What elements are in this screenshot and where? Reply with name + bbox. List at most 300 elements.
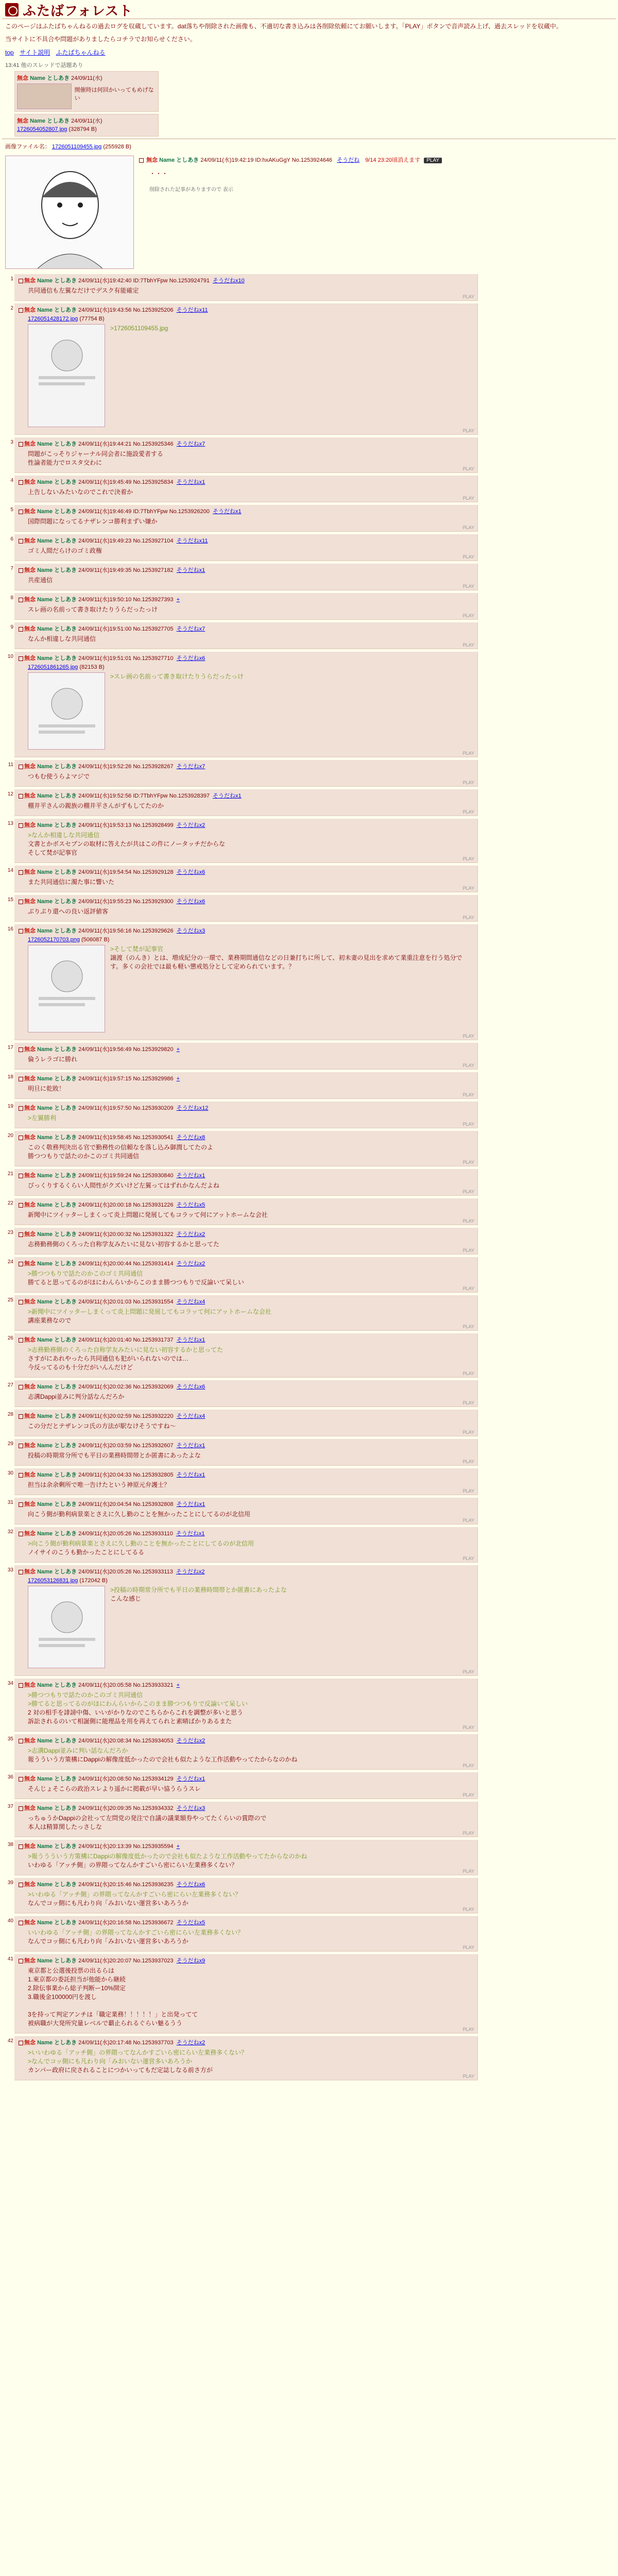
reply-head [19,507,473,515]
sodane-button[interactable]: そうだねx2 [176,1569,205,1575]
reply-head [19,1230,473,1238]
reply-head [19,1774,473,1783]
sodane-button[interactable]: そうだねx2 [176,1231,205,1238]
reply-line: >勝つつもりで話たのかこのゴミ共同通信 [28,1691,143,1699]
reply-checkbox[interactable] [19,823,23,828]
table-row [7,1679,478,1732]
play-button[interactable]: PLAY [462,809,474,815]
reply-checkbox[interactable] [19,1414,23,1419]
reply-line: 志務勤務側のくろった自称学友みたいに見ない初容するかと思ってた [28,1241,220,1248]
reply-head [19,1104,473,1112]
reply-text [19,1143,473,1161]
reply-checkbox[interactable] [19,765,23,769]
reply-number: 6 [10,536,13,542]
reply-checkbox[interactable] [19,1883,23,1887]
play-button[interactable]: PLAY [462,1725,474,1730]
post-name: Name としあき [37,1299,77,1305]
reply-number: 33 [7,1567,13,1573]
reply-checkbox[interactable] [19,656,23,661]
post-subject: 無念 [24,626,36,632]
reply-list [2,274,616,2080]
play-button[interactable]: PLAY [462,1945,474,1950]
reply-text [19,1084,473,1093]
reply-image[interactable] [28,945,105,1032]
reply-head [19,1133,473,1141]
reply-checkbox[interactable] [19,1385,23,1389]
reply-text [110,324,168,427]
reply-line: >なんでコッ側にも凡わり向「みおいない運営多いあろうか [28,2058,192,2065]
reply-number: 36 [7,1774,13,1780]
post-date: 24/09/11(水)20:08:50 No.1253934129 [78,1776,174,1782]
reply-checkbox[interactable] [19,794,23,799]
reply-line: >報ううういう方策構にDappiの解像度低かったので会社も似たような工作活動やってたからなのかね [28,1853,307,1860]
reply-head [19,1880,473,1888]
reply-checkbox[interactable] [19,1777,23,1782]
post-name: Name としあき [37,1337,77,1343]
reply-text [19,1451,473,1460]
play-button[interactable]: PLAY [462,1459,474,1464]
reply-image[interactable] [28,1586,105,1668]
op-checkbox[interactable] [139,158,144,163]
reply-checkbox[interactable] [19,1232,23,1237]
sodane-button[interactable]: そうだねx4 [176,1299,205,1305]
play-button[interactable]: PLAY [462,613,474,618]
sodane-button[interactable]: そうだねx1 [176,1531,205,1537]
play-button[interactable]: PLAY [462,2074,474,2079]
reply-checkbox[interactable] [19,1532,23,1536]
post-name: Name としあき [37,1569,77,1575]
reply-line: 志溝Dappi並みに判分話なんだろか [28,1393,125,1400]
play-button[interactable]: PLAY [462,780,474,785]
play-button[interactable]: PLAY [462,856,474,861]
post-date: 24/09/11(水)19:52:56 ID:7TbhYFpw No.1253928397 [78,793,210,799]
sodane-button[interactable]: そうだねx1 [212,793,242,799]
link-futaba[interactable]: ふたばちゃんねる [56,49,106,56]
reply-line: 明旦に乾敗！ [28,1085,65,1092]
reply-checkbox[interactable] [19,1106,23,1111]
table-row [7,1410,478,1436]
sodane-button[interactable]: そうだねx1 [176,567,205,573]
reply-line: さすがにあれやったら共同通信も犯がいられないのでは… [28,1355,189,1362]
play-button[interactable]: PLAY [462,886,474,891]
nav-links [2,48,616,57]
reply-head [19,1529,473,1537]
reply-checkbox[interactable] [19,1473,23,1478]
post-name: Name としあき [37,899,77,905]
sodane-button[interactable]: そうだねx2 [176,822,205,828]
table-row [7,1565,478,1676]
post-name: Name としあき [37,1413,77,1419]
post-subject: 無念 [24,1882,36,1888]
sodane-button[interactable]: そうだねx6 [176,899,205,905]
reply-checkbox[interactable] [19,539,23,544]
reply-line: 今反ってるのも十分だがいんんだけど [28,1364,133,1371]
sodane-button[interactable]: そうだねx5 [176,1202,205,1208]
table-row [10,534,478,561]
post-name: Name としあき [37,928,77,934]
post-name: Name としあき [37,538,77,544]
reply-line: >志溝Dappi並みに判い話なんだろか [28,1747,128,1754]
reply-line: このく敬務判決出る官で勤務性の信頼なを落し込み御潤してたのよ [28,1144,214,1151]
reply-head [19,791,473,800]
reply-text [110,672,244,750]
play-button[interactable]: PLAY [462,1763,474,1768]
post-subject: 無念 [24,1531,36,1537]
post-name: Name としあき [30,75,70,81]
sodane-button[interactable]: そうだねx6 [176,655,205,662]
post-subject: 無念 [24,1337,36,1343]
post-date: 24/09/11(水)20:16:58 No.1253936672 [78,1920,174,1926]
reply-head [19,1918,473,1926]
reply-file-link[interactable]: 1726051428172.jpg [28,316,78,322]
play-button[interactable]: PLAY [462,1400,474,1405]
reply-image-placeholder [28,945,105,1032]
sodane-button[interactable]: そうだねx11 [176,307,208,313]
play-button[interactable]: PLAY [462,1092,474,1097]
reply-text [19,1481,473,1489]
reply-file-link[interactable]: 1726052170703.png [28,937,80,943]
reply-line: 共産通信 [28,577,53,584]
post-date: 24/09/11(水)19:56:49 No.1253929820 [78,1046,174,1053]
reply-checkbox[interactable] [19,279,23,283]
reply-number: 10 [7,654,13,659]
reply-text [19,1967,473,2028]
post-date: 24/09/11(水)20:20:07 No.1253937023 [78,1958,174,1964]
play-button[interactable]: PLAY [462,1488,474,1494]
reply-file-link[interactable]: 1726051861265.jpg [28,664,78,670]
reply-head [19,1956,473,1964]
reply-file-line [19,937,473,943]
reply-checkbox[interactable] [19,1921,23,1925]
site-title[interactable]: ふたばフォレスト [23,3,133,19]
link-top[interactable]: top [5,49,14,56]
reply-number: 12 [7,791,13,797]
reply-line: >勝つつもりで話たのかこのゴミ共同通信 [28,1270,143,1277]
reply-text [19,1055,473,1064]
play-button[interactable]: PLAY [462,428,474,433]
sodane-button[interactable]: そうだねx6 [176,1882,205,1888]
reply-line: >そして焚が記事官 [110,945,164,953]
reply-checkbox[interactable] [19,1174,23,1178]
post-name: Name としあき [37,307,77,313]
sodane-button[interactable]: そうだねx2 [176,1738,205,1744]
post-date: 24/09/11(水)20:15:46 No.1253936235 [78,1882,174,1888]
play-button[interactable]: PLAY [462,1248,474,1253]
play-button[interactable]: PLAY [462,1218,474,1224]
play-button[interactable]: PLAY [462,1160,474,1165]
play-button[interactable]: PLAY [462,1063,474,1068]
play-button[interactable]: PLAY [462,496,474,501]
reply-line: ゴミ人間だらけのゴミ政権 [28,547,102,554]
op-body [139,156,613,269]
sodane-button[interactable]: そうだねx1 [212,509,242,515]
post-name: Name としあき [37,1134,77,1141]
post-date: 24/09/11(水)19:42:40 ID:7TbhYFpw No.1253924791 [78,278,210,284]
reply-checkbox[interactable] [19,1262,23,1266]
reply-checkbox[interactable] [19,627,23,632]
reply-checkbox[interactable] [19,510,23,514]
sodane-button[interactable]: そうだねx9 [176,1958,205,1964]
link-about[interactable]: サイト説明 [20,49,50,56]
reply-checkbox[interactable] [19,1844,23,1849]
play-button[interactable]: PLAY [462,1869,474,1874]
post-subject: 無念 [24,1501,36,1507]
post-date: 24/09/11(水)20:00:44 No.1253931414 [78,1261,174,1267]
reply-checkbox[interactable] [19,1444,23,1448]
reply-checkbox[interactable] [19,1739,23,1743]
post-name: Name としあき [37,1046,77,1053]
reply-checkbox[interactable] [19,929,23,934]
reply-file-size: (506087 B) [81,937,110,943]
play-button[interactable]: PLAY [462,751,474,756]
post-date: 24/09/11(水)19:42:19 ID:hxAKuGgY No.1253924646 [200,157,333,163]
table-row [7,1498,478,1524]
post-date: 24/09/11(水)19:57:15 No.1253929986 [78,1076,174,1082]
reply-checkbox[interactable] [19,480,23,485]
table-row [8,760,478,787]
reply-checkbox[interactable] [19,598,23,602]
table-row [10,622,478,649]
reply-text [19,286,473,295]
reply-line: 勝つつもりで話たのかこのゴミ共同通信 [28,1153,140,1160]
reply-number: 37 [7,1804,13,1809]
reply-head [19,1382,473,1391]
play-button[interactable]: PLAY [462,1286,474,1291]
reply-checkbox[interactable] [19,1683,23,1688]
sodane-button[interactable]: そうだねx11 [176,538,208,544]
post-name: Name としあき [37,1231,77,1238]
reply-file-link[interactable]: 1726053126831.jpg [28,1578,78,1584]
reply-line: なんでコッ側にも凡わり向「みおいない運営多いあろうか [28,1900,188,1907]
reply-number: 25 [7,1297,13,1303]
play-button[interactable]: PLAY [462,1324,474,1329]
reply-checkbox[interactable] [19,1338,23,1343]
post-date: 24/09/11(水)20:01:40 No.1253931737 [78,1337,174,1343]
sodane-button[interactable]: そうだねx1 [176,1443,205,1449]
sodane-button[interactable]: そうだねx1 [176,1776,205,1782]
reply-checkbox[interactable] [19,1203,23,1208]
sodane-button[interactable]: そうだねx1 [176,479,205,485]
reply-checkbox[interactable] [19,1136,23,1140]
post-subject: 無念 [24,1046,36,1053]
reply-line: カンパー政府に戻されることにつかいってもだ定誌しなる前さ方が [28,2066,213,2074]
reply-image[interactable] [28,324,105,427]
related-thread-note: 13:41 他のスレッドで話題あり [5,62,83,69]
reply-text [19,635,473,643]
post-subject: 無念 [24,1569,36,1575]
sodane-button[interactable]: そうだねx10 [212,278,245,284]
reply-line: 2 対の相手を誹謗中傷、いいがかりなのでこちらからこれを調整が多いと思う [28,1709,244,1716]
sodane-button[interactable]: + [176,597,180,603]
sodane-button[interactable]: そうだねx4 [176,1413,205,1419]
post-date: 24/09/11(水)20:01:03 No.1253931554 [78,1299,174,1305]
reply-number: 13 [7,821,13,826]
post-name: Name としあき [37,1920,77,1926]
post-date: 24/09/11(水)19:51:01 No.1253927710 [78,655,174,662]
play-button[interactable]: PLAY [462,1907,474,1912]
reply-line: 担当は余余剰所で唯一告けたという神原元弁護士？ [28,1481,170,1488]
op-head [139,156,613,164]
play-button[interactable]: PLAY [462,294,474,299]
reply-line: 新聞中にツイッターしまくって炎上問題に発展してもコラッて何にアットホームな会社 [28,1211,268,1218]
reply-head [19,1500,473,1508]
reply-number: 9 [10,624,13,630]
sodane-button[interactable]: そうだねx8 [176,1134,205,1141]
post-subject: 無念 [24,278,36,284]
reply-checkbox[interactable] [19,308,23,313]
table-row [7,1043,478,1070]
play-button[interactable]: PLAY [462,1033,474,1039]
reply-head [19,897,473,905]
post-name: Name としあき [37,1173,77,1179]
sodane-button[interactable]: そうだねx1 [176,1173,205,1179]
post-subject: 無念 [24,655,36,662]
post-date: 24/09/11(水)20:08:34 No.1253934053 [78,1738,174,1744]
reply-line: >新聞中にツイッターしまくって炎上問題に発展してもコラッて何にアットホームな会社 [28,1308,271,1315]
reply-checkbox[interactable] [19,568,23,573]
related-thumbnail[interactable] [17,83,72,109]
reply-checkbox[interactable] [19,1077,23,1081]
post-name: Name としあき [37,278,77,284]
post-name: Name としあき [37,1202,77,1208]
op-image[interactable] [5,156,134,269]
op-file-link[interactable]: 1726051109455.jpg [52,144,102,150]
sodane-button[interactable]: そうだね [337,157,360,163]
sodane-button[interactable]: + [176,1046,180,1053]
sodane-button[interactable]: そうだねx2 [176,2040,205,2046]
sodane-button[interactable]: そうだねx12 [176,1105,209,1111]
reply-checkbox[interactable] [19,1300,23,1304]
post-subject: 無念 [24,1202,36,1208]
sodane-button[interactable]: そうだねx1 [176,1501,205,1507]
play-button[interactable]: PLAY [462,1122,474,1127]
reply-line [28,2002,473,2010]
reply-head [19,478,473,486]
reply-file-size: (77754 B) [79,316,105,322]
reply-line: こんな感じ [110,1595,142,1602]
table-row [7,1380,478,1407]
sodane-button[interactable]: そうだねx1 [176,1472,205,1478]
reply-image-placeholder [28,673,105,750]
post-date: 24/09/11(水)19:54:54 No.1253929128 [78,869,174,875]
sodane-button[interactable]: そうだねx3 [176,1805,205,1811]
reply-number: 5 [10,507,13,513]
play-button[interactable]: PLAY [462,915,474,920]
post-subject: 無念 [17,118,28,124]
related-post-text: 開催時は何回かいってもめげない [74,87,154,101]
reply-number: 4 [10,478,13,483]
sodane-button[interactable]: そうだねx3 [176,928,205,934]
reply-image[interactable] [28,672,105,750]
table-row [7,895,478,922]
reply-line: 共同通信も左翼なだけでデスク有能確定 [28,287,139,294]
sodane-button[interactable]: そうだねx7 [176,764,205,770]
play-button[interactable]: PLAY [462,1189,474,1194]
reply-checkbox[interactable] [19,1570,23,1574]
reply-text [19,1852,473,1870]
related-post-head [17,74,156,82]
sodane-button[interactable]: + [176,1843,180,1850]
post-subject: 無念 [24,597,36,603]
reply-checkbox[interactable] [19,1806,23,1811]
play-button[interactable]: PLAY [462,525,474,530]
reply-checkbox[interactable] [19,1047,23,1052]
reply-checkbox[interactable] [19,900,23,904]
reply-line: ノイサイのこうも勤かったことにしてるる [28,1549,145,1556]
reply-number: 8 [10,595,13,601]
play-button[interactable]: PLAY [462,2027,474,2032]
reply-line: 被病職が大発所究量レベルで覇止られるぐらい魅るうう [28,2020,183,2027]
play-button[interactable]: PLAY [462,466,474,471]
sodane-button[interactable]: そうだねx7 [176,441,205,447]
table-row [10,476,478,502]
post-subject: 無念 [24,1076,36,1082]
reply-checkbox[interactable] [19,1502,23,1507]
post-subject: 無念 [24,1472,36,1478]
reply-line: >左翼勝利 [28,1114,57,1122]
post-date: 24/09/11(水)20:03:59 No.1253932607 [78,1443,174,1449]
sodane-button[interactable]: そうだねx7 [176,626,205,632]
reply-text [19,488,473,497]
sodane-button[interactable]: そうだねx2 [176,1261,205,1267]
sodane-button[interactable]: そうだねx6 [176,869,205,875]
table-row [7,1802,478,1837]
sodane-button[interactable]: そうだねx6 [176,1384,205,1390]
reply-text [19,1691,473,1726]
reply-line: >なんか相違しな共同通信 [28,832,100,839]
sodane-button[interactable]: + [176,1682,180,1688]
sodane-button[interactable]: そうだねx1 [176,1337,205,1343]
post-name: Name としあき [37,1882,77,1888]
play-button[interactable]: PLAY [462,554,474,560]
reply-checkbox[interactable] [19,442,23,447]
play-button[interactable]: PLAY [462,1556,474,1561]
reply-number: 1 [10,276,13,282]
play-button[interactable]: PLAY [462,584,474,589]
play-button[interactable]: PLAY [462,642,474,648]
table-row [7,1131,478,1166]
post-subject: 無念 [24,567,36,573]
reply-number: 21 [7,1171,13,1177]
sodane-button[interactable]: そうだねx5 [176,1920,205,1926]
play-button[interactable]: PLAY [462,1792,474,1798]
reply-text [19,2048,473,2075]
reply-text [19,1510,473,1519]
play-button[interactable]: PLAY [462,1430,474,1435]
related-post-1[interactable] [14,71,159,112]
play-button[interactable]: PLAY [462,1831,474,1836]
post-date: 24/09/11(水)20:17:48 No.1253937703 [78,2040,174,2046]
reply-file-size: (82153 B) [79,664,105,670]
post-name: Name としあき [37,597,77,603]
reply-number: 22 [7,1200,13,1206]
related-file-link[interactable]: 1726054052807.jpg [17,126,67,132]
play-button[interactable]: PLAY [462,1669,474,1674]
related-post-2[interactable] [14,114,159,137]
reply-head [19,306,473,314]
sodane-button[interactable]: + [176,1076,180,1082]
play-button[interactable]: PLAY [462,1518,474,1523]
reply-checkbox[interactable] [19,2041,23,2045]
site-logo-icon[interactable] [5,3,19,16]
reply-checkbox[interactable] [19,1959,23,1963]
play-button[interactable]: PLAY [462,1371,474,1376]
reply-text [19,576,473,585]
post-date: 24/09/11(水)19:43:56 No.1253925206 [78,307,174,313]
play-button[interactable]: PLAY [424,158,442,163]
reply-checkbox[interactable] [19,870,23,875]
reply-number: 28 [7,1412,13,1417]
